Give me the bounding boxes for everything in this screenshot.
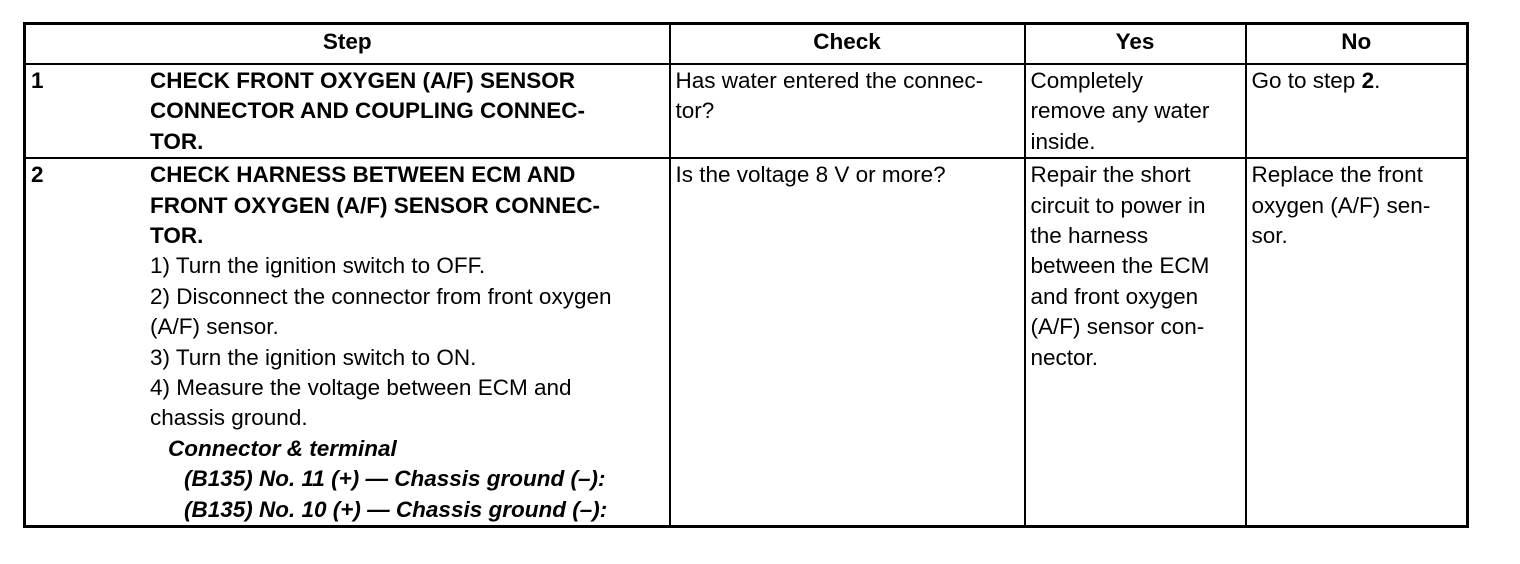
no-prefix: Go to step <box>1251 68 1362 93</box>
connector-heading: Connector & terminal <box>168 435 397 461</box>
yes-line: Repair the short <box>1030 162 1191 188</box>
instruction-line: 1) Turn the ignition switch to OFF. <box>150 253 486 279</box>
step-title <box>150 66 665 157</box>
step-reference: 2 <box>1361 68 1375 93</box>
step-title <box>150 160 665 251</box>
check-cell <box>670 64 1025 158</box>
yes-line: the harness <box>1030 223 1149 249</box>
no-line <box>1252 66 1463 96</box>
step-number: 1 <box>31 68 44 93</box>
yes-line: inside. <box>1030 128 1096 154</box>
table-row <box>25 64 1468 158</box>
no-cell <box>1246 64 1468 158</box>
step-title-line: CHECK HARNESS BETWEEN ECM AND <box>150 162 576 188</box>
step-number: 2 <box>31 162 44 188</box>
header-row <box>25 24 1468 65</box>
no-line: oxygen (A/F) sen- <box>1251 192 1431 218</box>
header-yes: Yes <box>1025 24 1246 65</box>
step-cell <box>25 64 670 158</box>
yes-line: Completely <box>1030 68 1144 93</box>
yes-line: between the ECM <box>1030 253 1210 279</box>
yes-line: nector. <box>1030 344 1099 370</box>
instruction-line: 2) Disconnect the connector from front oxygen <box>150 283 612 309</box>
check-line: tor? <box>675 98 715 124</box>
check-line: Is the voltage 8 V or more? <box>675 162 946 188</box>
step-title-line: TOR. <box>150 128 204 154</box>
instruction-line: 3) Turn the ignition switch to ON. <box>150 344 477 370</box>
yes-line: (A/F) sensor con- <box>1030 314 1205 340</box>
yes-cell <box>1025 158 1246 526</box>
step-title-line: FRONT OXYGEN (A/F) SENSOR CONNEC- <box>150 192 601 218</box>
header-step: Step <box>25 24 670 65</box>
no-suffix: . <box>1374 68 1381 93</box>
header-no: No <box>1246 24 1468 65</box>
step-cell <box>25 158 670 526</box>
no-cell <box>1246 158 1468 526</box>
yes-line: circuit to power in <box>1030 192 1206 218</box>
instruction-line: (A/F) sensor. <box>150 314 279 340</box>
check-line: Has water entered the connec- <box>675 68 984 93</box>
step-title-line: TOR. <box>150 223 204 249</box>
connector-line: (B135) No. 11 (+) — Chassis ground (–): <box>184 466 606 492</box>
instruction-list <box>31 251 665 433</box>
header-check: Check <box>670 24 1025 65</box>
no-line: sor. <box>1251 223 1288 249</box>
step-title-line: CONNECTOR AND COUPLING CONNEC- <box>150 98 586 124</box>
no-line: Replace the front <box>1251 162 1423 188</box>
yes-line: and front oxygen <box>1030 283 1199 309</box>
diagnostic-table <box>23 22 1469 528</box>
connector-block <box>31 434 665 525</box>
instruction-line: chassis ground. <box>150 405 308 431</box>
step-title-line: CHECK FRONT OXYGEN (A/F) SENSOR <box>150 68 576 93</box>
table-row <box>25 158 1468 526</box>
yes-cell <box>1025 64 1246 158</box>
yes-line: remove any water <box>1030 98 1210 124</box>
connector-line: (B135) No. 10 (+) — Chassis ground (–): <box>184 496 608 522</box>
check-cell <box>670 158 1025 526</box>
instruction-line: 4) Measure the voltage between ECM and <box>150 375 572 401</box>
